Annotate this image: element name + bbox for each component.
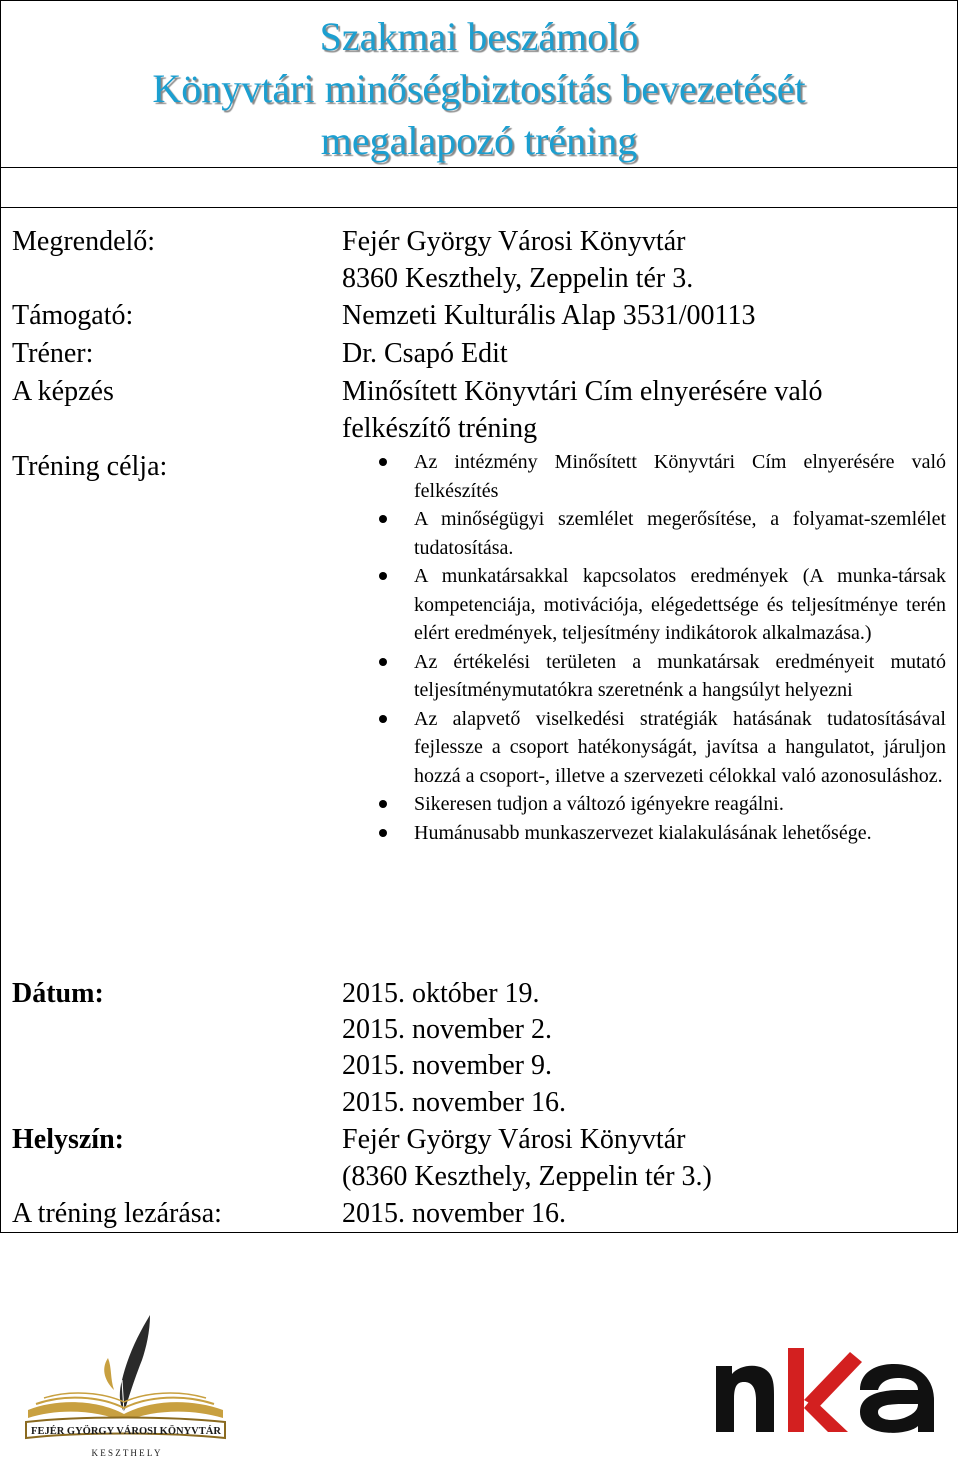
goal-item: Sikeresen tudjon a változó igényekre reagálni. (378, 790, 946, 819)
datum-4: 2015. november 16. (342, 1087, 566, 1118)
lezaras-label: A tréning lezárása: (12, 1198, 222, 1229)
tamogato-label: Támogató: (12, 300, 134, 331)
trener-value: Dr. Csapó Edit (342, 338, 508, 369)
document-title-line-3: megalapozó tréning (320, 118, 638, 163)
kepzes-line-1: Minősített Könyvtári Cím elnyerésére való (342, 376, 823, 407)
tamogato-value: Nemzeti Kulturális Alap 3531/00113 (342, 300, 756, 331)
megrendelo-label: Megrendelő: (12, 226, 156, 257)
library-logo-city: K E S Z T H E L Y (91, 1448, 161, 1458)
helyszin-label: Helyszín: (12, 1124, 124, 1155)
trener-label: Tréner: (12, 338, 94, 369)
document-title-line-1: Szakmai beszámoló (319, 14, 639, 59)
goal-item: A munkatársakkal kapcsolatos eredmények (A munka-társak kompetenciája, motivációja, elégedettsége és teljesítménye terén elért eredmények, teljesítmény indikátorok alkalmazása.) (378, 562, 946, 648)
helyszin-line-1: Fejér György Városi Könyvtár (342, 1124, 686, 1155)
datum-label: Dátum: (12, 978, 104, 1009)
goal-item: Az alapvető viselkedési stratégiák hatásának tudatosításával fejlessze a csoport hatékonyságát, javítsa a hangulatot, járuljon hozzá a csoport-, illetve a szervezeti célokkal való azonosuláshoz. (378, 705, 946, 791)
helyszin-line-2: (8360 Keszthely, Zeppelin tér 3.) (342, 1161, 712, 1192)
goals-list (378, 448, 946, 847)
datum-2: 2015. november 2. (342, 1014, 552, 1045)
goal-item: Humánusabb munkaszervezet kialakulásának lehetősége. (378, 819, 946, 848)
goal-item: A minőségügyi szemlélet megerősítése, a folyamat-szemlélet tudatosítása. (378, 505, 946, 562)
nka-logo (712, 1346, 944, 1434)
celja-label: Tréning célja: (12, 451, 168, 482)
empty-row (0, 167, 958, 208)
megrendelo-address: 8360 Keszthely, Zeppelin tér 3. (342, 263, 694, 294)
document-title-line-2: Könyvtári minőségbiztosítás bevezetését (152, 66, 806, 111)
nka-logo-text: nka (827, 1406, 829, 1407)
goal-item: Az intézmény Minősített Könyvtári Cím elnyerésére való felkészítés (378, 448, 946, 505)
goal-item: Az értékelési területen a munkatársak eredményeit mutató teljesítménymutatókra szeretnénk a hangsúlyt helyezni (378, 648, 946, 705)
datum-1: 2015. október 19. (342, 978, 540, 1009)
lezaras-value: 2015. november 16. (342, 1198, 566, 1229)
datum-3: 2015. november 9. (342, 1050, 552, 1081)
megrendelo-name: Fejér György Városi Könyvtár (342, 226, 686, 257)
title-box (0, 0, 958, 168)
kepzes-line-2: felkészítő tréning (342, 413, 538, 444)
library-logo-name: FEJÉR GYÖRGY VÁROSI KÖNYVTÁR (31, 1426, 221, 1437)
library-logo (18, 1310, 233, 1460)
kepzes-label: A képzés (12, 376, 114, 407)
